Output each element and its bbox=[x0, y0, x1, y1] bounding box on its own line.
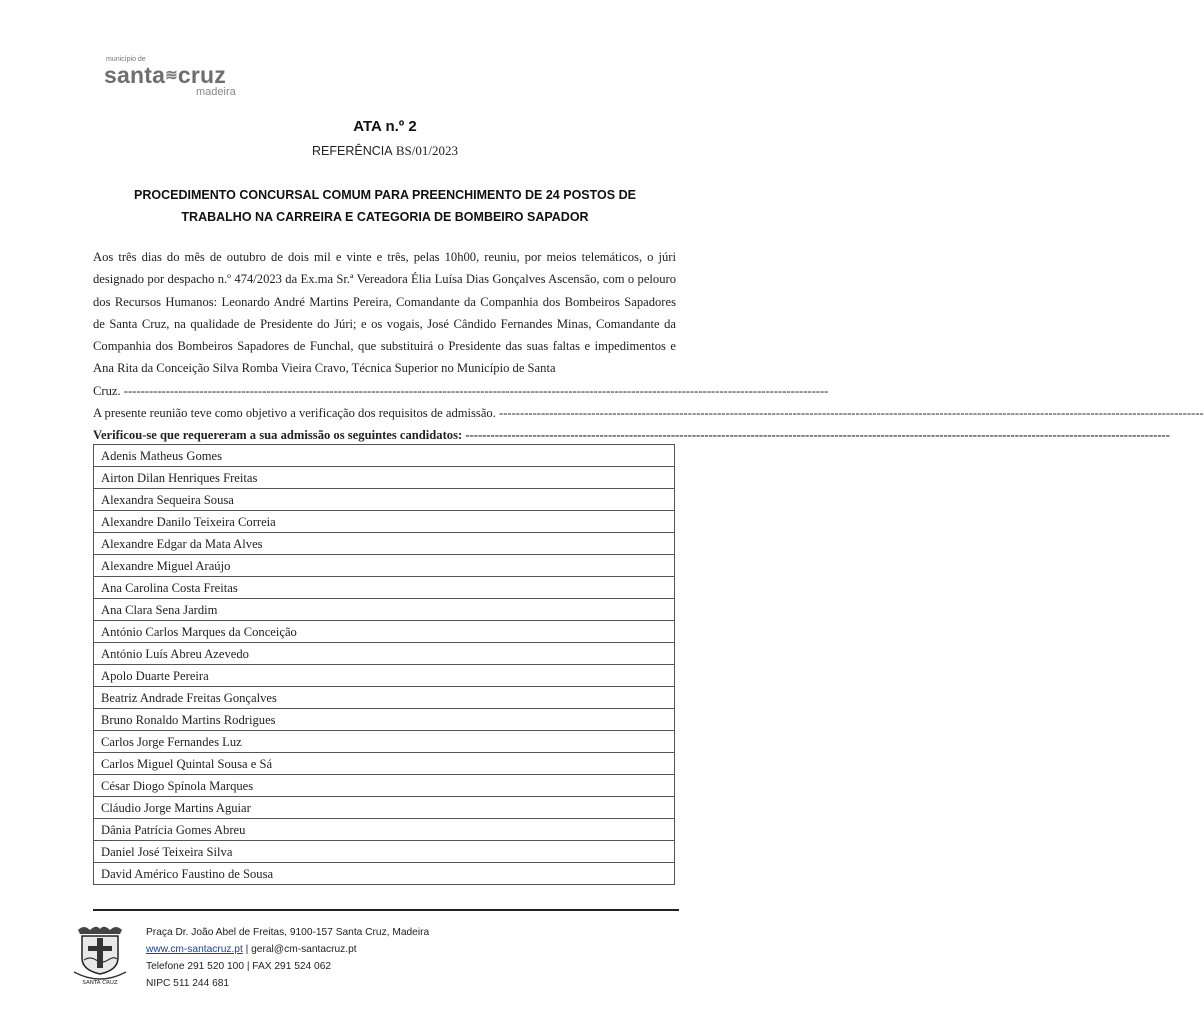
table-row bbox=[94, 621, 675, 643]
svg-text:SANTA CRUZ: SANTA CRUZ bbox=[82, 980, 118, 986]
paragraph-meeting-end: Cruz. ------------------------------------------------------------------------------------------------------------------------------------------------------------------------ bbox=[93, 380, 676, 402]
table-row bbox=[94, 841, 675, 863]
logo-main-text: santa≋cruz bbox=[104, 62, 226, 88]
candidate-name: Alexandre Edgar da Mata Alves bbox=[94, 533, 675, 555]
website-link[interactable]: www.cm-santacruz.pt bbox=[146, 944, 243, 955]
waves-icon: ≋ bbox=[165, 67, 178, 84]
candidate-name: Ana Carolina Costa Freitas bbox=[94, 577, 675, 599]
candidate-name: Carlos Miguel Quintal Sousa e Sá bbox=[94, 753, 675, 775]
paragraph-meeting: Aos três dias do mês de outubro de dois mil e vinte e três, pelas 10h00, reuniu, por meios telemáticos, o júri designado por despacho n.º 474/2023 da Ex.ma Sr.ª Vereadora Élia Luísa Dias Gonçalves Ascensão, com o pelouro dos Recursos Humanos: Leonardo André Martins Pereira, Comandante da Companhia dos Bombeiros Sapadores de Santa Cruz, na qualidade de Presidente do Júri; e os vogais, José Cândido Fernandes Minas, Comandante da Companhia dos Bombeiros Sapadores de Funchal, que substituirá o Presidente das suas faltas e impedimentos e Ana Rita da Conceição Silva Romba Vieira Cravo, Técnica Superior no Município de Santa bbox=[93, 250, 676, 376]
table-row bbox=[94, 731, 675, 753]
table-row bbox=[94, 533, 675, 555]
candidate-name: Apolo Duarte Pereira bbox=[94, 665, 675, 687]
paragraph-candidates-intro: Verificou-se que requereram a sua admissão os seguintes candidatos: ------------------------------------------------------------------------------------------------------------------------------------------------------------------------ bbox=[93, 424, 676, 446]
document-body bbox=[93, 246, 1204, 447]
table-row bbox=[94, 797, 675, 819]
document-title: ATA n.º 2 bbox=[353, 118, 417, 135]
table-row bbox=[94, 555, 675, 577]
table-row bbox=[94, 467, 675, 489]
table-row bbox=[94, 511, 675, 533]
heading-line-2: TRABALHO NA CARREIRA E CATEGORIA DE BOMBEIRO SAPADOR bbox=[181, 210, 589, 224]
candidate-name: Bruno Ronaldo Martins Rodrigues bbox=[94, 709, 675, 731]
paragraph-objective: A presente reunião teve como objetivo a verificação dos requisitos de admissão. ------------------------------------------------------------------------------------------------------------------------------------------------------------------------ bbox=[93, 402, 676, 424]
table-row bbox=[94, 489, 675, 511]
candidate-name: Airton Dilan Henriques Freitas bbox=[94, 467, 675, 489]
candidate-name: Adenis Matheus Gomes bbox=[94, 445, 675, 467]
table-row bbox=[94, 643, 675, 665]
table-row bbox=[94, 709, 675, 731]
footer-nipc: NIPC 511 244 681 bbox=[146, 978, 230, 989]
document-heading bbox=[90, 184, 680, 228]
table-row bbox=[94, 445, 675, 467]
table-row bbox=[94, 863, 675, 885]
candidate-name: António Luís Abreu Azevedo bbox=[94, 643, 675, 665]
candidate-name: Beatriz Andrade Freitas Gonçalves bbox=[94, 687, 675, 709]
dash-filler: ------------------------------------------------------------------------------------------------------------------------------------------------------------------------ bbox=[465, 428, 1170, 443]
logo-sub-text: madeira bbox=[196, 86, 236, 98]
candidate-name: Alexandra Sequeira Sousa bbox=[94, 489, 675, 511]
footer-divider bbox=[93, 909, 679, 911]
candidate-name: Alexandre Miguel Araújo bbox=[94, 555, 675, 577]
candidate-name: David Américo Faustino de Sousa bbox=[94, 863, 675, 885]
email-text: geral@cm-santacruz.pt bbox=[251, 944, 357, 955]
candidates-table bbox=[93, 444, 675, 885]
table-row bbox=[94, 775, 675, 797]
logo-small-text: município de bbox=[106, 56, 146, 63]
candidate-name: César Diogo Spínola Marques bbox=[94, 775, 675, 797]
document-reference bbox=[0, 143, 770, 159]
candidate-name: Ana Clara Sena Jardim bbox=[94, 599, 675, 621]
candidate-name: Daniel José Teixeira Silva bbox=[94, 841, 675, 863]
candidate-name: Carlos Jorge Fernandes Luz bbox=[94, 731, 675, 753]
dash-filler: ------------------------------------------------------------------------------------------------------------------------------------------------------------------------ bbox=[123, 383, 829, 398]
candidate-name: Alexandre Danilo Teixeira Correia bbox=[94, 511, 675, 533]
candidate-name: António Carlos Marques da Conceição bbox=[94, 621, 675, 643]
heading-line-1: PROCEDIMENTO CONCURSAL COMUM PARA PREENCHIMENTO DE 24 POSTOS DE bbox=[134, 188, 636, 202]
table-row bbox=[94, 599, 675, 621]
table-row bbox=[94, 753, 675, 775]
dash-filler: ------------------------------------------------------------------------------------------------------------------------------------------------------------------------ bbox=[499, 406, 1204, 421]
reference-code: BS/01/2023 bbox=[395, 143, 458, 158]
municipal-crest-icon bbox=[70, 924, 130, 988]
table-row bbox=[94, 665, 675, 687]
footer-contacts bbox=[146, 924, 429, 992]
municipality-logo bbox=[104, 56, 254, 102]
footer-phone: Telefone 291 520 100 | FAX 291 524 062 bbox=[146, 961, 332, 972]
table-row bbox=[94, 577, 675, 599]
candidate-name: Cláudio Jorge Martins Aguiar bbox=[94, 797, 675, 819]
table-row bbox=[94, 687, 675, 709]
footer-web-email: www.cm-santacruz.pt | geral@cm-santacruz.pt bbox=[146, 944, 357, 955]
table-row bbox=[94, 819, 675, 841]
candidate-name: Dânia Patrícia Gomes Abreu bbox=[94, 819, 675, 841]
reference-label: REFERÊNCIA bbox=[312, 144, 393, 158]
footer-address: Praça Dr. João Abel de Freitas, 9100-157 Santa Cruz, Madeira bbox=[146, 927, 430, 938]
